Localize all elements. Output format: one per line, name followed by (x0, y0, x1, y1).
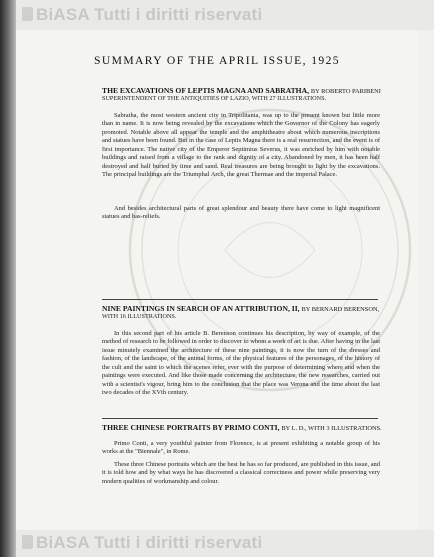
article-2-byline: BY BERNARD BERENSON, (301, 306, 380, 313)
article-3-byline: BY L. D., WITH 3 ILLUSTRATIONS. (281, 425, 382, 432)
biasa-logo-icon (22, 535, 33, 549)
article-2-title: NINE PAINTINGS IN SEARCH OF AN ATTRIBUTION, II, (102, 304, 300, 313)
watermark-bottom-text: BiASA Tutti i diritti riservati (36, 533, 263, 552)
watermark-top (22, 5, 262, 25)
article-1-title: THE EXCAVATIONS OF LEPTIS MAGNA AND SABRATHA, (102, 86, 309, 95)
article-1-subline: SUPERINTENDENT OF THE ANTIQUITIES OF LAZIO, WITH 27 ILLUSTRATIONS. (102, 95, 327, 102)
article-1-byline: BY ROBERTO PARIBENI (310, 88, 381, 95)
biasa-logo-icon (22, 7, 33, 21)
watermark-top-text: BiASA Tutti i diritti riservati (36, 5, 263, 24)
article-2-paragraph-1: In this second part of his article B. Berenson continues his description, by way of example, of the method of research to be followed in order to discover to whom a work of art is due. After having in the last issue minutely examined the architecture of these nine paintings, it is now the turn of the dresses and fashion, of the landscape, of the animal forms, of the physical features of the personages, of the history of the cult and the saint to which the scenes refer, ever with the purpose of determining where and when the paintings were executed. And like those made concerning the architecture, the new researches, carried out with a scientist's vigour, bring him to the conclusion that the place was Verona and the time about the last two decades of the XVth century. (102, 330, 380, 397)
article-3-heading (102, 423, 382, 433)
article-3-paragraph-1: Primo Conti, a very youthful painter from Florence, is at present exhibiting a notable group of his works at the "Biennale", in Rome. (102, 440, 380, 456)
page-title: SUMMARY OF THE APRIL ISSUE, 1925 (93, 54, 340, 67)
article-3-paragraph-2: These three Chinese portraits which are the best he has so far produced, are published in this issue, and it is told how and by what ways he has discovered a classical correctness and power while preserving very modern qualities of workmanship and colour. (102, 461, 380, 485)
section-divider (102, 418, 378, 419)
section-divider (102, 299, 378, 300)
watermark-bottom (22, 533, 262, 553)
article-1-paragraph-2: And besides architectural parts of great splendour and beauty there have come to light magnificent statues and bas-reliefs. (102, 205, 380, 221)
article-3-title: THREE CHINESE PORTRAITS BY PRIMO CONTI, (102, 423, 280, 432)
book-binding-edge (0, 0, 16, 557)
article-1-paragraph-1: Sabratha, the most western ancient city in Tripolitania, was up to the present known but little more than in name. It is now being revealed by the excavations which the Governor of the Colony has eagerly promoted. Notable above all appear the temple and the amphitheatre about which numerous inscriptions and statues have been found. But in the case of Leptis Magna there is a real resurrection, and the event is of first importance. The native city of the Emperor Septimius Severus, it was enriched by him with notable buildings and raised from a village to the rank and dignity of a city. Abandoned by men, it has been half destroyed and half buried by time and sand. Real treasures are being brought to light by the excavations. The principal buildings are the Triumphal Arch, the great Thermae and the imperial Palace. (102, 112, 380, 179)
article-2-subline: WITH 16 ILLUSTRATIONS. (102, 313, 177, 320)
